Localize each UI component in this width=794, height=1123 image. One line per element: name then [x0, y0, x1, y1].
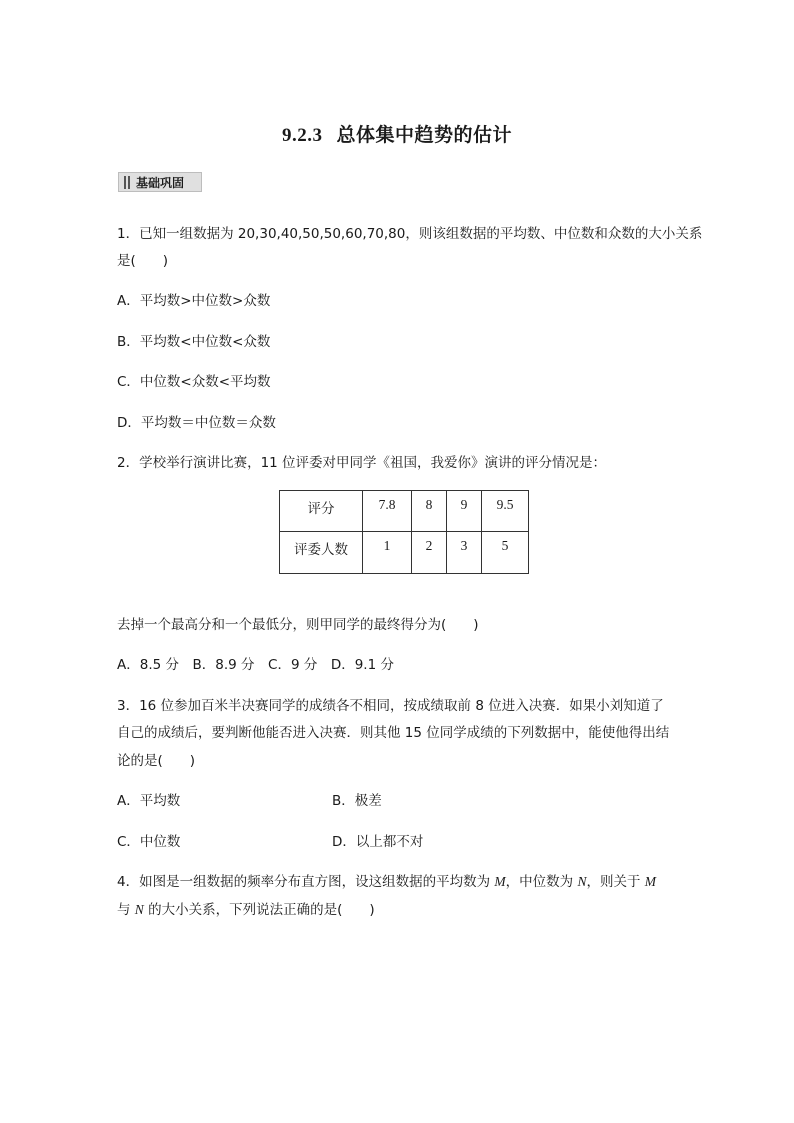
q3-option-d: D．以上都不对	[332, 834, 424, 850]
q3-stem-line1: 3．16 位参加百米半决赛同学的成绩各不相同，按成绩取前 8 位进入决赛．如果小刘知道了	[117, 698, 664, 714]
table-cell: 7.8	[363, 491, 412, 532]
table-cell: 2	[412, 532, 447, 574]
tag-bars-icon	[124, 176, 130, 189]
q2-options: A．8.5 分 B．8.9 分 C．9 分 D．9.1 分	[117, 657, 394, 673]
q4-stem-line2: 与 N 的大小关系，下列说法正确的是( )	[117, 902, 375, 918]
var-n: N	[134, 902, 144, 917]
q3-option-b: B．极差	[332, 793, 382, 809]
q2-stem-line2: 去掉一个最高分和一个最低分，则甲同学的最终得分为( )	[117, 617, 479, 633]
table-cell: 9.5	[482, 491, 529, 532]
table-row-label: 评委人数	[280, 532, 363, 574]
score-table	[279, 490, 529, 574]
q2-stem-line1: 2．学校举行演讲比赛，11 位评委对甲同学《祖国，我爱你》演讲的评分情况是：	[117, 455, 607, 471]
section-number: 9.2.3	[281, 125, 323, 146]
q1-option-c: C．中位数<众数<平均数	[117, 374, 271, 390]
table-cell: 9	[447, 491, 482, 532]
q3-stem-line2: 自己的成绩后，要判断他能否进入决赛．则其他 15 位同学成绩的下列数据中，能使他得出结	[117, 725, 670, 741]
q1-stem-line1: 1．已知一组数据为 20,30,40,50,50,60,70,80，则该组数据的平均数、中位数和众数的大小关系	[117, 226, 703, 242]
var-m: M	[644, 874, 656, 889]
q1-option-d: D．平均数＝中位数＝众数	[117, 415, 276, 431]
section-tag	[118, 172, 202, 192]
q1-option-a: A．平均数>中位数>众数	[117, 293, 271, 309]
page-title	[0, 120, 794, 147]
section-title: 总体集中趋势的估计	[336, 124, 512, 146]
table-row-counts	[280, 532, 529, 574]
q3-option-c: C．中位数	[117, 834, 181, 850]
table-header-label: 评分	[280, 491, 363, 532]
var-n: N	[577, 874, 587, 889]
table-cell: 1	[363, 532, 412, 574]
q3-option-a: A．平均数	[117, 793, 181, 809]
table-cell: 8	[412, 491, 447, 532]
q3-stem-line3: 论的是( )	[117, 753, 196, 769]
var-m: M	[494, 874, 506, 889]
table-cell: 3	[447, 532, 482, 574]
table-cell: 5	[482, 532, 529, 574]
q4-stem-line1: 4．如图是一组数据的频率分布直方图，设这组数据的平均数为 M，中位数为 N，则关于 M	[117, 874, 656, 890]
q1-option-b: B．平均数<中位数<众数	[117, 334, 271, 350]
section-tag-label: 基础巩固	[136, 175, 185, 190]
table-row-scores	[280, 491, 529, 532]
q1-stem-line2: 是( )	[117, 253, 169, 269]
